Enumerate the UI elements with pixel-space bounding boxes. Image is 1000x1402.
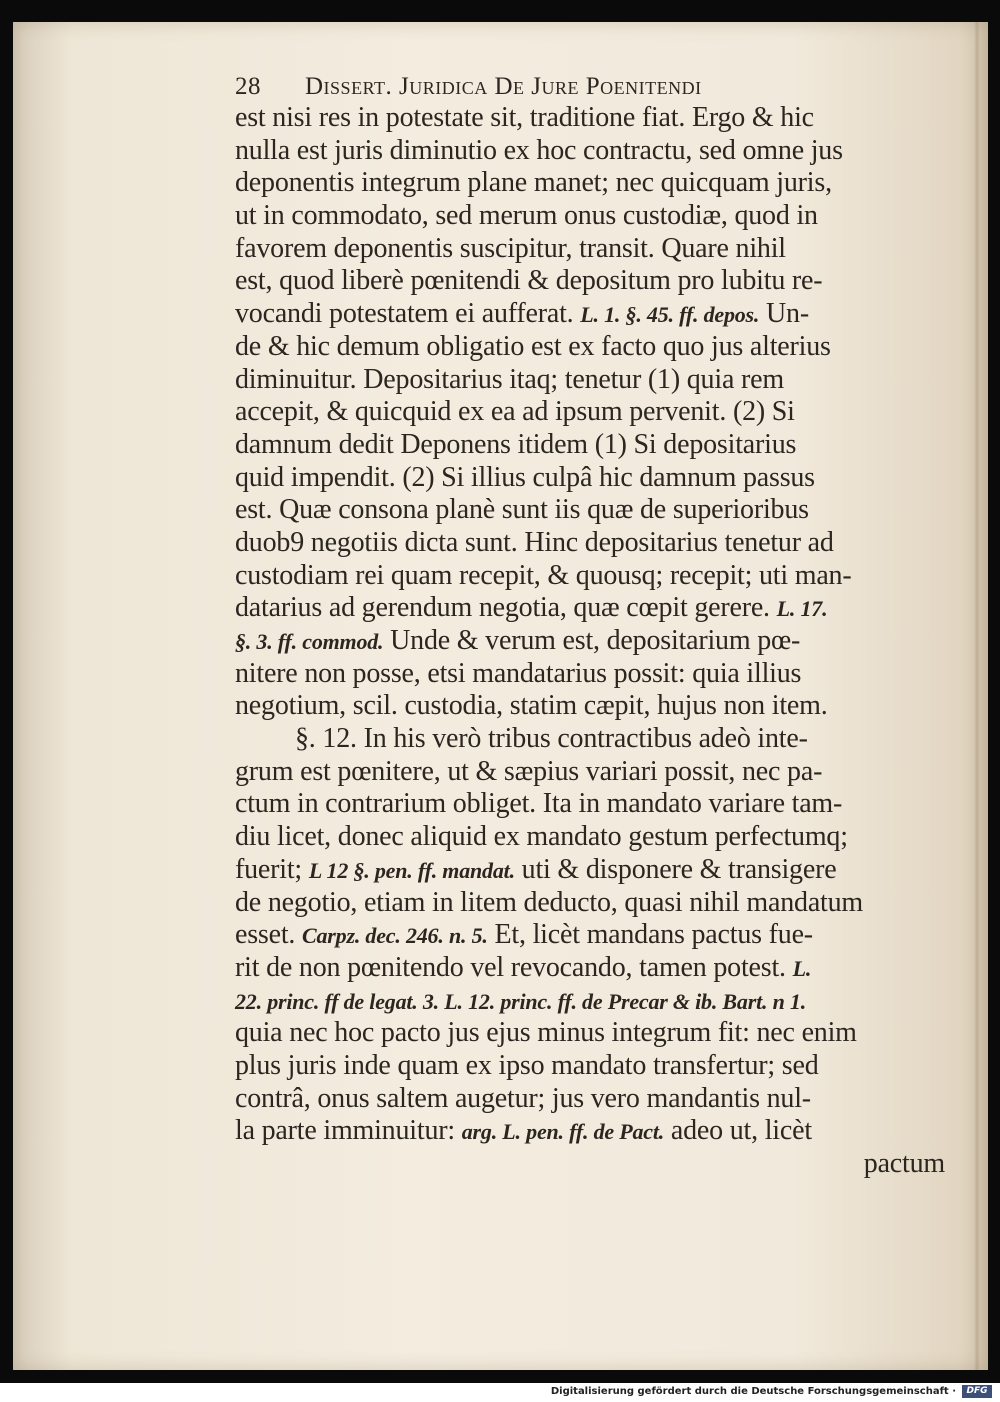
text-run: nulla est juris diminutio ex hoc contractu, sed omne jus xyxy=(235,134,843,166)
text-run: est nisi res in potestate sit, traditione fiat. Ergo & hic xyxy=(235,102,814,133)
text-run: contrâ, onus saltem augetur; jus vero mandantis nul- xyxy=(235,1082,811,1114)
text-line xyxy=(235,887,945,920)
text-run: uti & disponere & transigere xyxy=(514,853,837,885)
text-line xyxy=(235,919,945,952)
citation: 22. princ. ff de legat. 3. L. 12. princ. ff. de Precar & ib. Bart. n 1. xyxy=(235,988,807,1014)
text-run: est, quod liberè pœnitendi & depositum pro lubitu re- xyxy=(235,265,823,297)
text-run: negotium, scil. custodia, statim cæpit, hujus non item. xyxy=(235,690,828,722)
text-line xyxy=(235,560,945,593)
text-line xyxy=(235,723,945,756)
text-line xyxy=(235,135,945,168)
text-run: esset. xyxy=(235,919,303,951)
citation: L. 17. xyxy=(776,596,828,622)
text-line xyxy=(235,1050,945,1083)
text-run: Un- xyxy=(759,298,809,330)
text-run: quia nec hoc pacto jus ejus minus integrum fit: nec enim xyxy=(235,1017,857,1049)
text-line xyxy=(235,527,945,560)
text-line xyxy=(235,396,945,429)
citation: L. xyxy=(792,955,812,981)
body-text xyxy=(235,102,945,1148)
text-line xyxy=(235,364,945,397)
citation: arg. L. pen. ff. de Pact. xyxy=(461,1119,665,1145)
text-run: damnum dedit Deponens itidem (1) Si depositarius xyxy=(235,428,797,460)
text-line xyxy=(235,1115,945,1148)
citation: §. 3. ff. commod. xyxy=(235,629,384,654)
text-run: Unde & verum est, depositarium pœ- xyxy=(383,625,801,656)
text-line xyxy=(235,1017,945,1050)
text-run: quid impendit. (2) Si illius culpâ hic damnum passus xyxy=(235,461,815,493)
text-line xyxy=(235,462,945,495)
citation: L. 1. §. 45. ff. depos. xyxy=(580,302,760,328)
text-line xyxy=(235,952,945,985)
footer-strip xyxy=(0,1383,1000,1402)
running-title: Dissert. Juridica De Jure Poenitendi xyxy=(305,73,702,100)
text-run: datarius ad gerendum negotia, quæ cœpit gerere. xyxy=(235,592,777,624)
text-run: Et, licèt mandans pactus fue- xyxy=(487,919,813,951)
text-line xyxy=(235,265,945,298)
text-run: vocandi potestatem ei aufferat. xyxy=(235,298,581,330)
text-line xyxy=(235,102,945,135)
text-line xyxy=(235,658,945,691)
page-number: 28 xyxy=(235,73,261,100)
text-run: de negotio, etiam in litem deducto, quasi nihil mandatum xyxy=(235,886,864,918)
text-line xyxy=(235,1083,945,1116)
text-run: ut in commodato, sed merum onus custodiæ, quod in xyxy=(235,200,818,232)
citation: L 12 §. pen. ff. mandat. xyxy=(308,857,515,883)
text-run: accepit, & quicquid ex ea ad ipsum pervenit. (2) Si xyxy=(235,396,795,428)
text-run: fuerit; xyxy=(235,853,309,885)
text-line xyxy=(235,200,945,233)
text-line xyxy=(235,985,945,1018)
text-run: est. Quæ consona planè sunt iis quæ de superioribus xyxy=(235,494,809,526)
text-line xyxy=(235,756,945,789)
text-run: duob9 negotiis dicta sunt. Hinc depositarius tenetur ad xyxy=(235,526,834,558)
text-run: rit de non pœnitendo vel revocando, tamen potest. xyxy=(235,951,793,983)
text-run: nitere non posse, etsi mandatarius possit: quia illius xyxy=(235,657,802,689)
running-header xyxy=(235,72,945,102)
text-run: de & hic demum obligatio est ex facto quo jus alterius xyxy=(235,330,831,362)
text-line xyxy=(235,788,945,821)
text-line xyxy=(235,298,945,331)
book-page xyxy=(13,22,988,1370)
text-run: favorem deponentis suscipitur, transit. Quare nihil xyxy=(235,232,786,264)
citation: Carpz. dec. 246. n. 5. xyxy=(302,923,488,949)
text-line xyxy=(235,854,945,887)
text-run: ctum in contrarium obliget. Ita in mandato variare tam- xyxy=(235,788,843,820)
text-line xyxy=(235,690,945,723)
text-line xyxy=(235,233,945,266)
text-run: plus juris inde quam ex ipso mandato transfertur; sed xyxy=(235,1049,819,1081)
text-run: adeo ut, licèt xyxy=(664,1115,812,1147)
text-run: custodiam rei quam recepit, & quousq; recepit; uti man- xyxy=(235,559,852,591)
dfg-logo: DFG xyxy=(962,1385,992,1398)
text-line xyxy=(235,429,945,462)
text-line xyxy=(235,331,945,364)
text-line xyxy=(235,494,945,527)
text-run: diu licet, donec aliquid ex mandato gestum perfectumq; xyxy=(235,821,848,853)
text-line xyxy=(235,592,945,625)
text-run: deponentis integrum plane manet; nec quicquam juris, xyxy=(235,167,832,199)
text-run: diminuitur. Depositarius itaq; tenetur (1) quia rem xyxy=(235,363,784,395)
text-line xyxy=(235,167,945,200)
text-run: §. 12. In his verò tribus contractibus adeò inte- xyxy=(295,723,808,755)
text-line xyxy=(235,625,945,658)
catchword: pactum xyxy=(863,1148,945,1179)
text-block xyxy=(235,72,945,1181)
dfg-credit: Digitalisierung gefördert durch die Deutsche Forschungsgemeinschaft · xyxy=(550,1386,956,1397)
text-line xyxy=(235,821,945,854)
text-run: grum est pœnitere, ut & sæpius variari possit, nec pa- xyxy=(235,755,823,787)
text-run: la parte imminuitur: xyxy=(235,1115,462,1147)
